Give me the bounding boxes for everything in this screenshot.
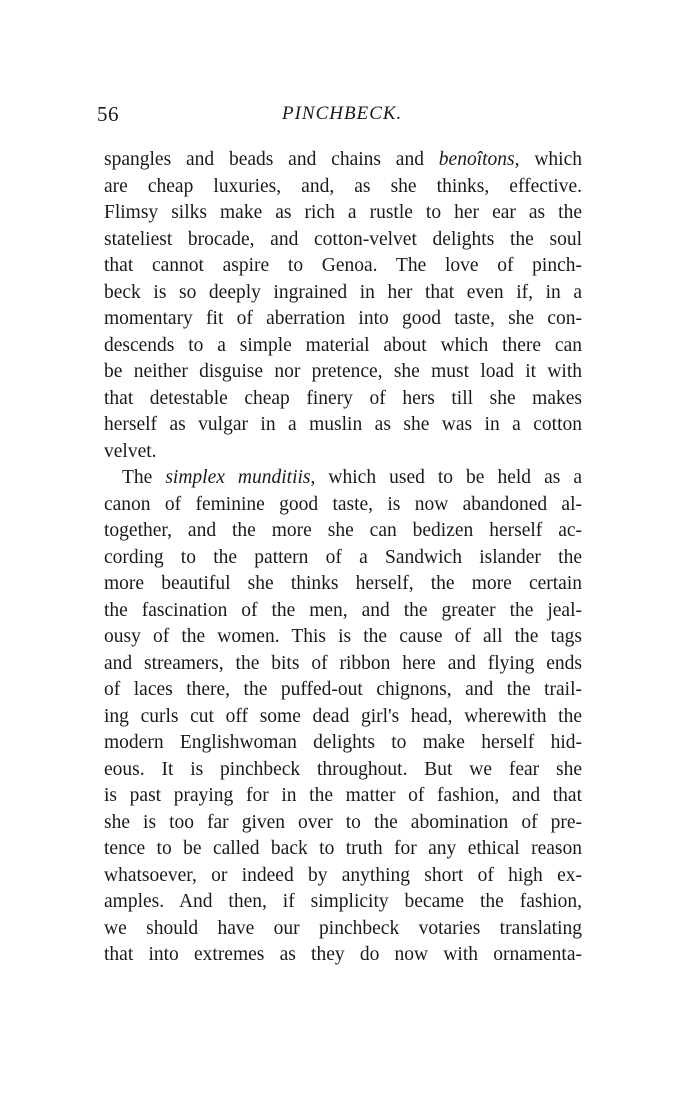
text-line: spangles and beads and chains and benoîtons, which [104,149,582,170]
italic-term: simplex munditiis [165,467,311,488]
text-line: eous. It is pinchbeck throughout. But we fear she [104,758,582,780]
text-line: canon of feminine good taste, is now abandoned al- [104,493,582,515]
text-line: ousy of the women. This is the cause of all the tags [104,626,582,647]
paragraph-2 [104,465,582,969]
text-line: ing curls cut off some dead girl's head, wherewith the [104,705,582,727]
text-line: beck is so deeply ingrained in her that even if, in a [104,281,582,303]
paragraph-1 [104,147,582,465]
text-line: stateliest brocade, and cotton-velvet delights the soul [104,228,582,250]
text-line: whatsoever, or indeed by anything short of high ex- [104,864,582,886]
italic-term: benoîtons [438,149,515,170]
page-number: 56 [97,102,119,126]
text-line: herself as vulgar in a muslin as she was in a cotton [104,414,582,435]
body-text [104,147,582,969]
text-line: together, and the more she can bedizen herself ac- [104,520,582,541]
text-line: velvet. [104,440,157,462]
text-line: amples. And then, if simplicity became the fashion, [104,891,582,912]
text-line: The simplex munditiis, which used to be held as a [122,467,582,488]
text-line: and streamers, the bits of ribbon here and flying ends [104,652,582,674]
running-head: PINCHBECK. [282,103,403,124]
text-line: she is too far given over to the abomination of pre- [104,811,582,833]
text-line: are cheap luxuries, and, as she thinks, effective. [104,175,582,197]
text-line: cording to the pattern of a Sandwich islander the [104,546,582,568]
text-line: Flimsy silks make as rich a rustle to her ear as the [104,202,582,223]
text-line: of laces there, the puffed-out chignons, and the trail- [104,679,582,700]
text-line: descends to a simple material about which there can [104,334,582,356]
text-line: that detestable cheap finery of hers till she makes [104,387,582,409]
text-line: be neither disguise nor pretence, she must load it with [104,361,582,382]
text-line: is past praying for in the matter of fashion, and that [104,785,582,806]
text-line: that into extremes as they do now with ornamenta- [104,944,582,965]
text-line: that cannot aspire to Genoa. The love of pinch- [104,255,582,276]
text-line: the fascination of the men, and the greater the jeal- [104,599,582,621]
text-line: more beautiful she thinks herself, the more certain [104,573,582,594]
text-line: modern Englishwoman delights to make herself hid- [104,732,582,753]
text-line: tence to be called back to truth for any ethical reason [104,838,582,859]
text-line: we should have our pinchbeck votaries translating [104,917,582,939]
text-line: momentary fit of aberration into good taste, she con- [104,308,582,329]
page-header [97,102,583,132]
